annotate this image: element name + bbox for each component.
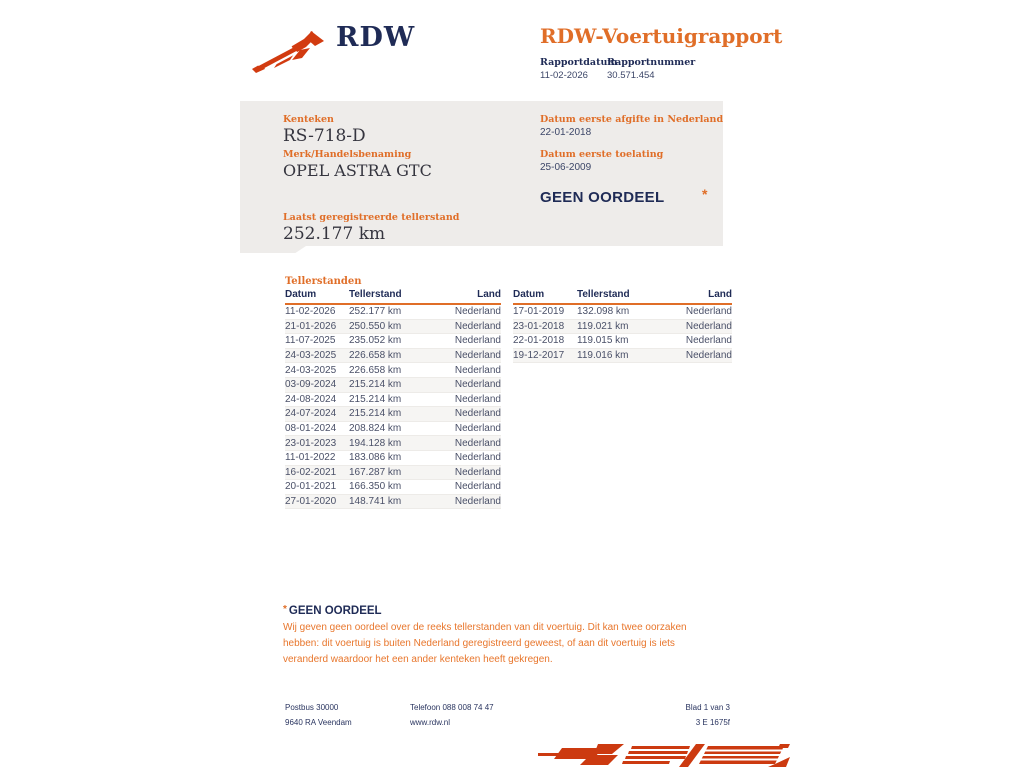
footnote-title [283, 604, 382, 617]
table-cell: 119.015 km [577, 335, 629, 347]
odometer-table-left [285, 289, 501, 509]
table-cell: Nederland [454, 452, 501, 464]
table-cell: 208.824 km [349, 423, 402, 435]
merk-label: Merk/Handelsbenaming [283, 149, 412, 160]
last-odometer-label: Laatst geregistreerde tellerstand [283, 212, 460, 223]
report-number-value: 30.571.454 [607, 70, 655, 81]
table-cell: 22-01-2018 [513, 335, 565, 347]
table-cell: 215.214 km [349, 408, 402, 420]
first-admission-value: 25-06-2009 [540, 162, 592, 173]
summary-panel-notch [240, 246, 306, 253]
table-row [285, 305, 501, 320]
table-cell: Nederland [685, 350, 732, 362]
tellerstanden-section-title: Tellerstanden [285, 276, 362, 287]
rdw-bird-logo-icon [250, 28, 334, 74]
table-cell: Nederland [454, 364, 501, 376]
footer-contact [410, 700, 494, 730]
merk-value: OPEL ASTRA GTC [283, 161, 432, 180]
table-cell: 167.287 km [349, 466, 402, 478]
table-row [285, 451, 501, 466]
footer-address-line2: 9640 RA Veendam [285, 718, 352, 727]
rdw-stripes-artwork-icon [538, 743, 790, 768]
table-cell: 183.086 km [349, 452, 402, 464]
table-cell: Nederland [685, 320, 732, 332]
table-cell: 27-01-2020 [285, 496, 337, 508]
table-cell: 119.016 km [577, 350, 629, 362]
table-row [285, 495, 501, 510]
table-cell: Nederland [454, 335, 501, 347]
table-cell: 24-08-2024 [285, 393, 337, 405]
table-cell: Nederland [454, 496, 501, 508]
table-cell: Nederland [454, 408, 501, 420]
table-cell: 11-01-2022 [285, 452, 336, 464]
table-body [285, 305, 501, 509]
column-header-tellerstand: Tellerstand [577, 289, 630, 300]
table-row [285, 480, 501, 495]
verdict-text: GEEN OORDEEL [540, 189, 665, 206]
kenteken-label: Kenteken [283, 114, 334, 125]
footer-address-line1: Postbus 30000 [285, 703, 339, 712]
column-header-datum: Datum [513, 289, 545, 300]
table-cell: 24-03-2025 [285, 350, 337, 362]
report-date-value: 11-02-2026 [540, 70, 588, 81]
first-issue-value: 22-01-2018 [540, 127, 592, 138]
footer-page-info [686, 700, 730, 730]
table-cell: Nederland [454, 393, 501, 405]
table-cell: Nederland [454, 423, 501, 435]
table-cell: 17-01-2019 [513, 306, 565, 318]
table-cell: 235.052 km [349, 335, 402, 347]
table-cell: 215.214 km [349, 393, 402, 405]
table-cell: 226.658 km [349, 350, 402, 362]
table-cell: 24-03-2025 [285, 364, 337, 376]
table-cell: 23-01-2018 [513, 320, 565, 332]
table-row [285, 393, 501, 408]
table-row [285, 378, 501, 393]
table-row [513, 334, 732, 349]
table-body [513, 305, 732, 363]
table-cell: 20-01-2021 [285, 481, 337, 493]
table-row [285, 407, 501, 422]
table-cell: 23-01-2023 [285, 437, 337, 449]
table-row [285, 320, 501, 335]
table-header-row [513, 289, 732, 305]
table-row [285, 466, 501, 481]
table-row [513, 320, 732, 335]
table-row [513, 349, 732, 364]
table-cell: Nederland [454, 481, 501, 493]
table-row [513, 305, 732, 320]
report-number-label: Rapportnummer [607, 57, 696, 68]
footer-page-number: Blad 1 van 3 [685, 703, 730, 712]
table-row [285, 349, 501, 364]
table-cell: Nederland [685, 335, 732, 347]
table-row [285, 436, 501, 451]
page-title: RDW-Voertuigrapport [540, 24, 783, 48]
column-header-datum: Datum [285, 289, 317, 300]
footer-website: www.rdw.nl [410, 718, 451, 727]
table-row [285, 334, 501, 349]
table-cell: 11-02-2026 [285, 306, 336, 318]
table-cell: 166.350 km [349, 481, 402, 493]
table-cell: 250.550 km [349, 320, 402, 332]
footnote-body: Wij geven geen oordeel over de reeks tellerstanden van dit voertuig. Dit kan twee oorzaken hebben: dit voertuig is buiten Nederland geregistreerd geweest, of aan dit voertuig is iets veranderd waardoor het een ander kenteken heeft gekregen. [283, 622, 687, 666]
table-cell: Nederland [454, 379, 501, 391]
table-cell: Nederland [454, 306, 501, 318]
table-cell: Nederland [454, 320, 501, 332]
column-header-tellerstand: Tellerstand [349, 289, 402, 300]
table-cell: 03-09-2024 [285, 379, 337, 391]
table-row [285, 363, 501, 378]
table-cell: 132.098 km [577, 306, 630, 318]
report-date-label: Rapportdatum [540, 57, 618, 68]
table-cell: 194.128 km [349, 437, 402, 449]
table-cell: 16-02-2021 [285, 466, 337, 478]
column-header-land: Land [477, 289, 501, 300]
table-cell: 148.741 km [349, 496, 402, 508]
rdw-logo-wordmark: RDW [336, 22, 416, 53]
table-cell: 08-01-2024 [285, 423, 337, 435]
table-cell: 119.021 km [577, 320, 629, 332]
first-issue-label: Datum eerste afgifte in Nederland [540, 114, 724, 125]
verdict-asterisk: * [702, 186, 708, 202]
table-cell: 11-07-2025 [285, 335, 336, 347]
table-row [285, 422, 501, 437]
table-header-row [285, 289, 501, 305]
first-admission-label: Datum eerste toelating [540, 149, 664, 160]
table-cell: 226.658 km [349, 364, 402, 376]
footnote-title-text: GEEN OORDEEL [288, 605, 382, 617]
column-header-land: Land [708, 289, 732, 300]
table-cell: 215.214 km [349, 379, 402, 391]
footer-phone: Telefoon 088 008 74 47 [410, 703, 494, 712]
table-cell: 19-12-2017 [513, 350, 565, 362]
table-cell: Nederland [685, 306, 732, 318]
table-cell: Nederland [454, 466, 501, 478]
table-cell: 21-01-2026 [285, 320, 337, 332]
footer-form-code: 3 E 1675f [695, 718, 730, 727]
footer-address [285, 700, 352, 730]
table-cell: Nederland [454, 437, 501, 449]
odometer-table-right [513, 289, 732, 363]
table-cell: Nederland [454, 350, 501, 362]
footnote-asterisk: * [283, 604, 287, 615]
table-cell: 252.177 km [349, 306, 402, 318]
last-odometer-value: 252.177 km [283, 224, 386, 244]
kenteken-value: RS-718-D [283, 126, 366, 146]
table-cell: 24-07-2024 [285, 408, 337, 420]
